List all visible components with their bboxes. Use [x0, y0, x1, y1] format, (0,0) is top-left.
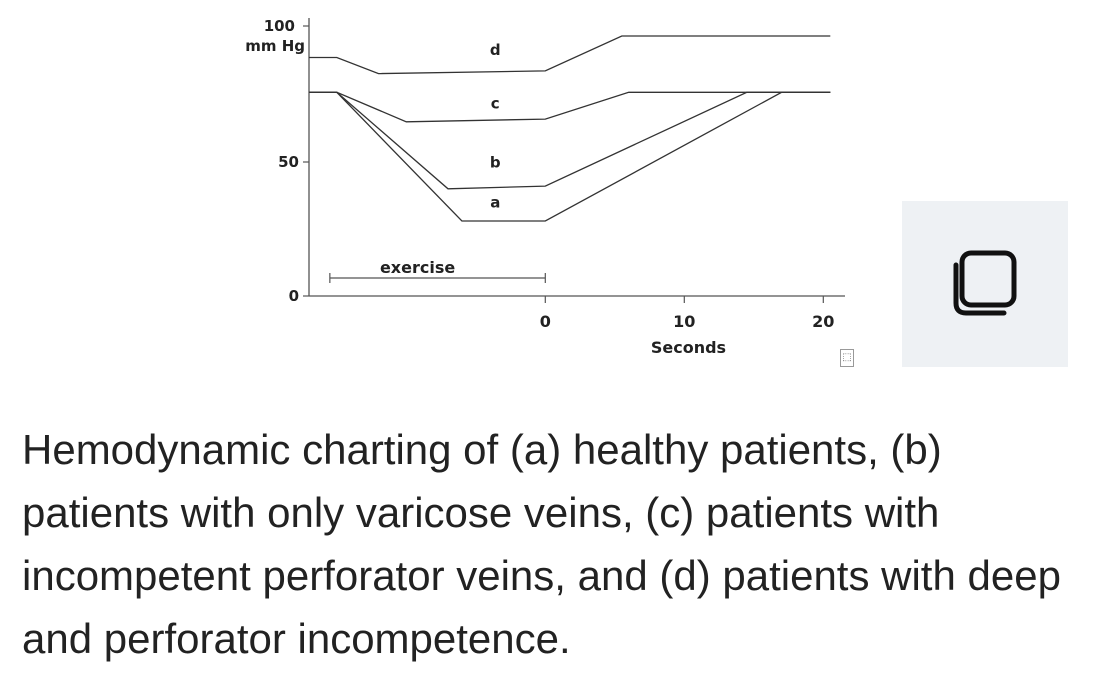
series-line-d — [309, 36, 830, 74]
series-label-c: c — [490, 94, 500, 113]
x-tick-label: 0 — [539, 312, 551, 331]
series-label-d: d — [489, 40, 501, 59]
y-axis-label-unit: mm Hg — [245, 37, 305, 55]
series-line-c — [309, 92, 830, 122]
x-axis-title: Seconds — [650, 338, 727, 357]
series-label-b: b — [489, 153, 501, 172]
series-label-a: a — [490, 193, 501, 212]
copy-button[interactable] — [902, 201, 1068, 367]
exercise-label: exercise — [379, 258, 456, 277]
x-tick-label: 20 — [812, 312, 835, 331]
y-axis-label-value: 100 — [263, 17, 295, 35]
y-tick-label: 50 — [278, 153, 299, 171]
series-line-b — [309, 92, 830, 189]
image-icon: ⬚ — [840, 349, 854, 367]
y-tick-label: 0 — [288, 287, 299, 305]
copy-icon — [948, 247, 1022, 321]
figure-caption: Hemodynamic charting of (a) healthy patients, (b) patients with only varicose veins, (c) patients with incompetent perforator veins, and (d) patients with deep and perforator incompetence. — [22, 426, 1061, 662]
x-tick-label: 10 — [673, 312, 696, 331]
chart — [0, 0, 900, 380]
